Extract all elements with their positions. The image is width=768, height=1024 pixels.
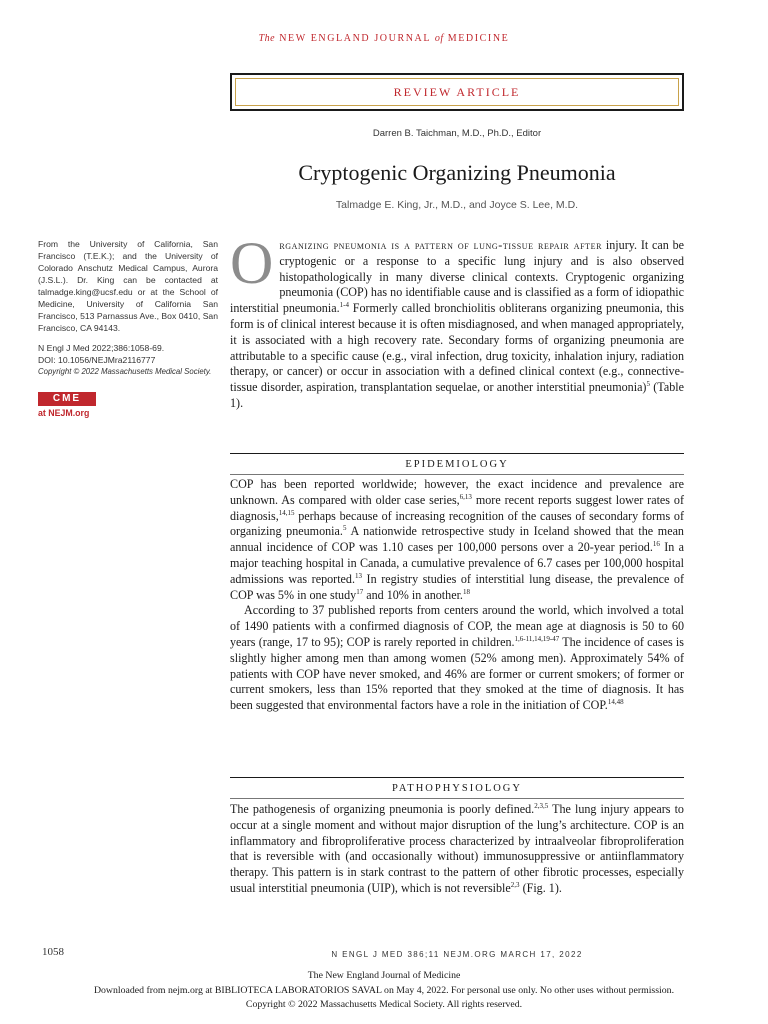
- cme-link[interactable]: at NEJM.org: [38, 408, 90, 418]
- pathophysiology-heading: PATHOPHYSIOLOGY: [230, 777, 684, 799]
- article-title: Cryptogenic Organizing Pneumonia: [298, 160, 616, 185]
- review-article-label: REVIEW ARTICLE: [393, 84, 521, 99]
- masthead-of: of: [434, 33, 444, 44]
- masthead-journal: NEW ENGLAND JOURNAL: [279, 33, 431, 44]
- journal-footer: N ENGL J MED 386;11 NEJM.ORG MARCH 17, 2022: [331, 950, 583, 959]
- download-copyright: Copyright © 2022 Massachusetts Medical Society. All rights reserved.: [245, 999, 523, 1010]
- reference[interactable]: 14,15: [278, 508, 295, 517]
- reference[interactable]: 13: [355, 571, 362, 580]
- pathophysiology-section: [230, 802, 684, 897]
- page-number: 1058: [42, 946, 64, 958]
- masthead-the: The: [258, 33, 276, 44]
- masthead-medicine: MEDICINE: [447, 33, 510, 44]
- journal-masthead: [0, 33, 768, 44]
- intro-paragraph: [230, 230, 685, 412]
- reference[interactable]: 2,3,5: [534, 801, 549, 810]
- epidemiology-heading: EPIDEMIOLOGY: [230, 453, 684, 475]
- reference[interactable]: 18: [462, 587, 470, 596]
- drop-cap: O: [230, 230, 274, 296]
- pathophysiology-paragraph-1: The pathogenesis of organizing pneumonia is poorly defined.$^{2,3,5}$ The lung injury appears to occur at a single moment and without major disruption of the lung’s architecture. COP is an inflammatory and fibroproliferative process characterized by intraalveolar fibroproliferation that is reversible with (and occasionally without) immunosuppressive or antiinflammatory therapy. This pattern is in stark contrast to the pattern of other fibrotic processes, especially usual interstitial pneumonia (UIP), which is not reversible$^{2,3}$ (Fig. 1).: [230, 801, 684, 895]
- reference[interactable]: 16: [652, 540, 660, 549]
- epidemiology-paragraph-2: According to 37 published reports from centers around the world, which involved a total of 1490 patients with a confirmed diagnosis of COP, the mean age at diagnosis is 50 to 60 years (range, 17 to 95); COP is rarely reported in children.$^{1,6-11,14,19-47}$ The incidence of cases is slightly higher among men than among women (52% among men). Approximately 54% of patients with COP have never smoked, and 46% are former or current smokers; of former or current smokers, less than 15% reported that they smoked at the time of diagnosis. It has been suggested that environmental factors have a role in the initiation of COP.$^{14,48}$: [230, 603, 684, 713]
- epidemiology-paragraph-1: COP has been reported worldwide; however, the exact incidence and prevalence are unknown. As compared with older case series,$^{6,13}$ more recent reports suggest lower rates of diagnosis,$^{14,15}$ perhaps because of increasing recognition of the causes of secondary forms of organizing pneumonia.$^5$ A nationwide retrospective study in Iceland showed that the mean annual incidence of COP was 1.10 cases per 100,000 persons over a 20-year period.$^{16}$ In a major teaching hospital in Canada, a cumulative prevalence of 6.7 cases per 100,000 hospital admissions was reported.$^{13}$ In registry studies of interstitial lung disease, the prevalence of COP was 5% in one study$^{17}$ and 10% in another.$^{18}$: [230, 477, 684, 602]
- reference[interactable]: 5: [342, 524, 347, 533]
- citation: N Engl J Med 2022;386:1058-69.: [38, 343, 165, 353]
- reference[interactable]: 1,6-11,14,19-47: [514, 634, 560, 643]
- article-authors: Talmadge E. King, Jr., M.D., and Joyce S. Lee, M.D.: [335, 199, 579, 211]
- epidemiology-section: [230, 477, 684, 714]
- author-info-sidebar: [38, 238, 218, 419]
- doi: DOI: 10.1056/NEJMra2116777: [38, 355, 156, 365]
- reference[interactable]: 1-4: [339, 301, 349, 310]
- reference[interactable]: 17: [356, 587, 364, 596]
- cme-badge[interactable]: CME: [38, 392, 96, 406]
- intro-text-3: (Table 1).: [230, 380, 684, 410]
- reference[interactable]: 6,13: [459, 492, 472, 501]
- editor-credit: Darren B. Taichman, M.D., Ph.D., Editor: [372, 128, 542, 139]
- reference[interactable]: 2,3: [510, 880, 520, 889]
- intro-lead: rganizing pneumonia is a pattern of lung-tissue repair after: [279, 238, 603, 252]
- reference[interactable]: 5: [646, 380, 650, 389]
- reference[interactable]: 14,48: [607, 698, 624, 707]
- intro-text-1: injury. It can be cryptogenic or a response to a specific lung injury and is also observed histopathologically in many diverse clinical contexts. Cryptogenic organizing pneumonia (COP) has no identifiable cause and is classified as a form of idiopathic interstitial pneumonia.: [230, 238, 685, 316]
- download-notice: Downloaded from nejm.org at BIBLIOTECA LABORATORIOS SAVAL on May 4, 2022. For personal use only. No other uses without permission.: [93, 985, 675, 996]
- intro-text-2: Formerly called bronchiolitis obliterans organizing pneumonia, this form is of clinical interest because it is often misdiagnosed, and when managed appropriately, it is associated with a high recovery rate. Secondary forms of organizing pneumonia are attributable to a specific cause (e.g., viral infection, drug toxicity, inhalation injury, radiation therapy, or cancer) or occur in association with a defined clinical context (e.g., connective-tissue disorder, aspiration, transplantation sequelae, or another interstitial pneumonia): [230, 301, 684, 395]
- review-article-banner: [230, 73, 684, 111]
- author-affiliation: From the University of California, San Francisco (T.E.K.); and the University of Colorado Anschutz Medical Campus, Aurora (J.S.L.). Dr. King can be contacted at talmadge.king@ucsf.edu or at the School of Medicine, University of California San Francisco, 513 Parnassus Ave., Box 0410, San Francisco, CA 94143.: [38, 239, 218, 333]
- download-notice-journal: The New England Journal of Medicine: [307, 970, 461, 981]
- sidebar-copyright: Copyright © 2022 Massachusetts Medical Society.: [38, 367, 212, 376]
